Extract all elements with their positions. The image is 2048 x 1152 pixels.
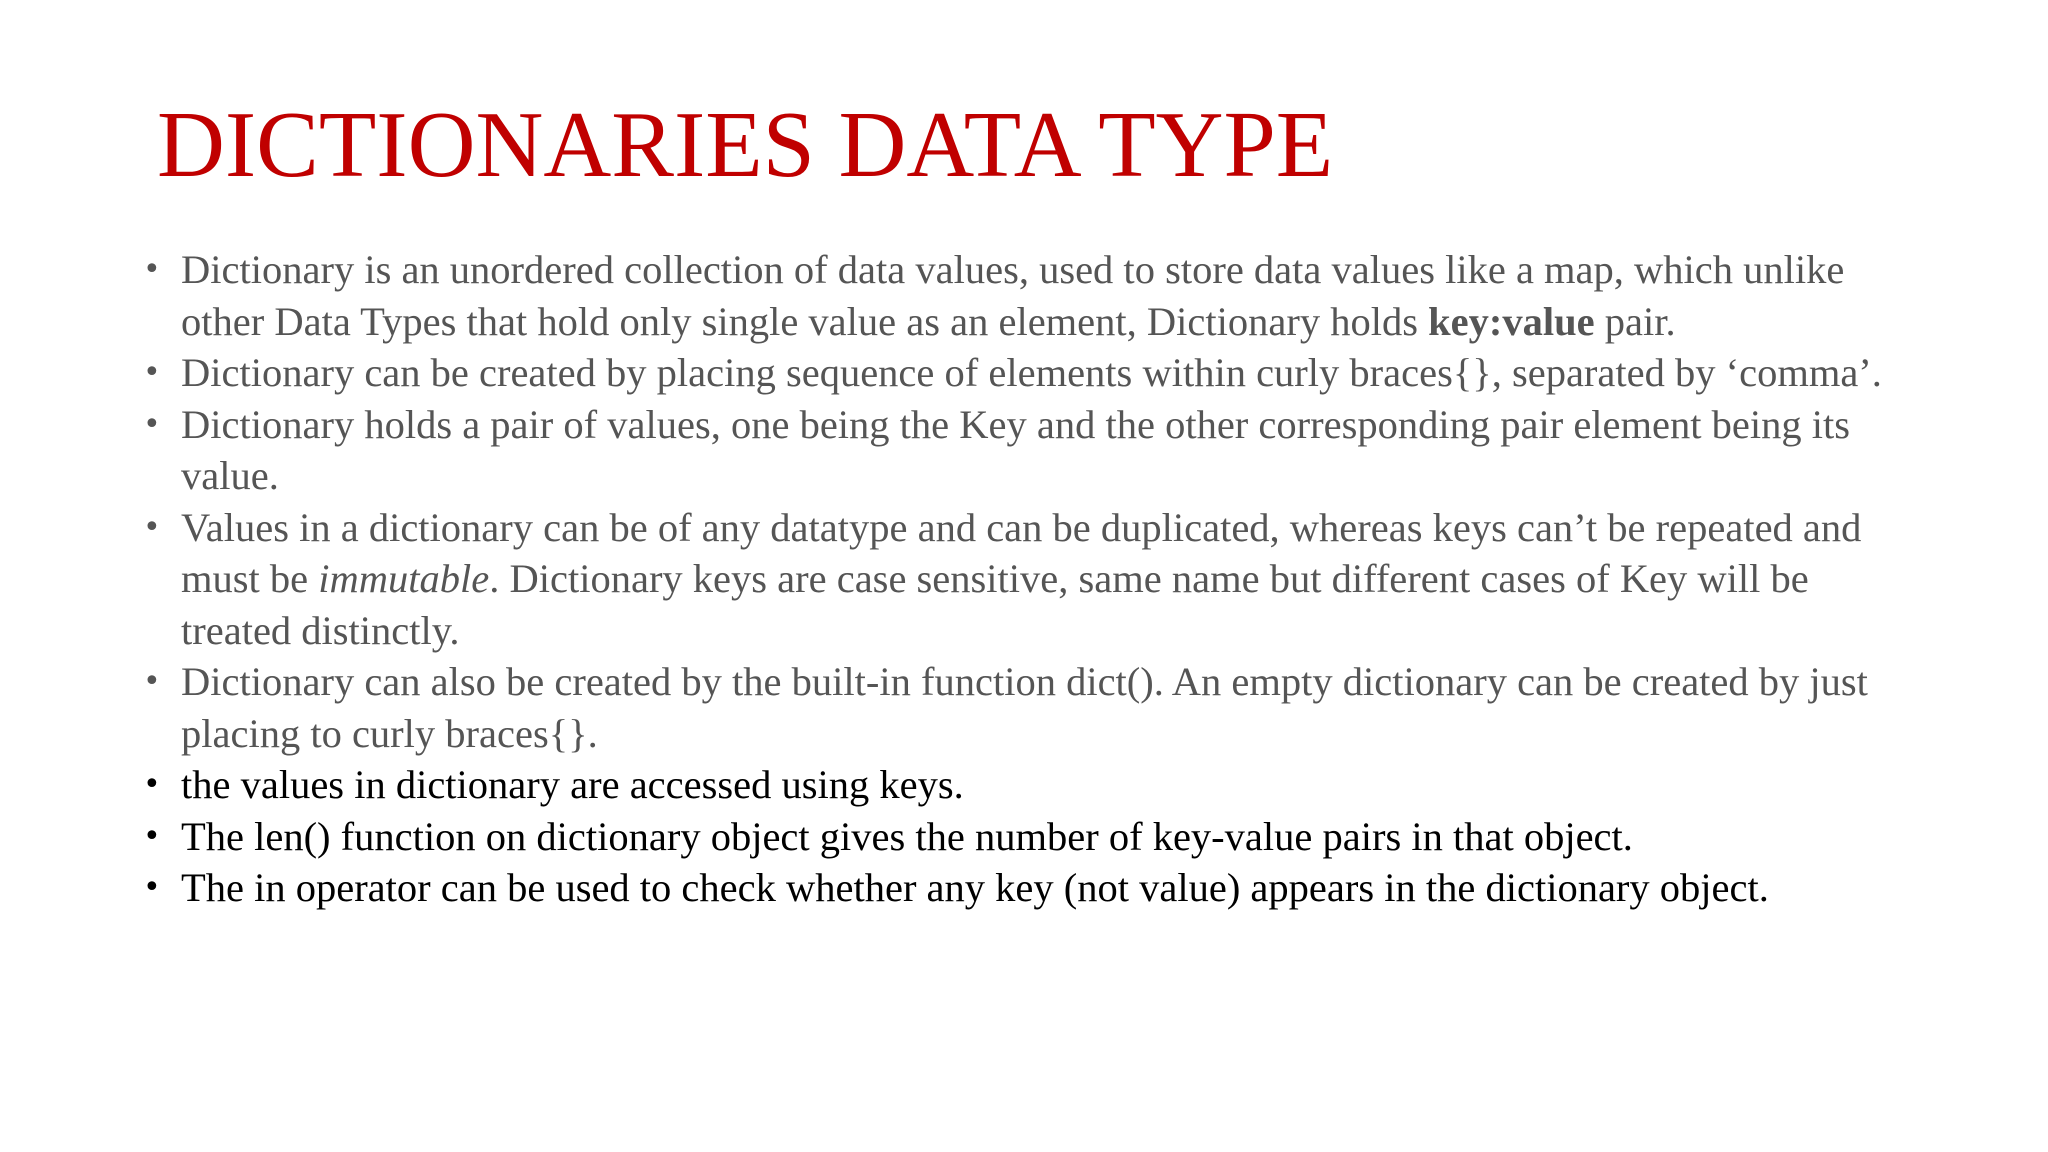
bullet-line <box>181 502 1882 554</box>
bullet-text: Dictionary can also be created by the built-in function dict(). An empty dictionary can be created by just <box>181 659 1868 704</box>
bullet-list <box>0 244 1882 914</box>
bullet-line <box>181 862 1882 914</box>
bullet-line <box>181 605 1882 657</box>
bullet-text: placing to curly braces{}. <box>181 710 598 756</box>
bullet-text: The len() function on dictionary object gives the number of key-value pairs in that object. <box>181 813 1633 859</box>
bullet-line <box>181 347 1882 399</box>
bullet-item <box>0 502 1882 657</box>
bullet-dot-icon: • <box>143 818 161 854</box>
bullet-item <box>0 862 1882 914</box>
bullet-text: Dictionary is an unordered collection of data values, used to store data values like a map, which unlike <box>181 247 1845 292</box>
bullet-text: pair. <box>1594 298 1676 344</box>
slide-title: DICTIONARIES DATA TYPE <box>157 93 1334 197</box>
bullet-italic-text: immutable <box>318 556 490 601</box>
bullet-text: value. <box>181 453 279 498</box>
bullet-dot-icon: • <box>143 767 161 802</box>
bullet-line <box>181 450 1882 502</box>
bullet-item <box>0 347 1882 399</box>
bullet-line <box>181 759 1882 811</box>
bullet-dot-icon: • <box>143 406 161 442</box>
bullet-line <box>181 399 1882 451</box>
bullet-item <box>0 244 1882 347</box>
bullet-item <box>0 399 1882 502</box>
bullet-text: the values in dictionary are accessed using keys. <box>181 762 964 807</box>
bullet-text: Values in a dictionary can be of any datatype and can be duplicated, whereas keys can’t be repeated and <box>181 504 1862 550</box>
bullet-text: Dictionary can be created by placing sequence of elements within curly braces{}, separated by ‘comma’. <box>181 350 1882 395</box>
bullet-item <box>0 811 1882 863</box>
bullet-dot-icon: • <box>143 355 161 390</box>
bullet-line <box>181 553 1882 605</box>
bullet-line <box>181 296 1882 348</box>
bullet-text: other Data Types that hold only single value as an element, Dictionary holds <box>181 298 1429 344</box>
bullet-text: . Dictionary keys are case sensitive, same name but different cases of Key will be <box>489 556 1809 601</box>
bullet-item <box>0 759 1882 811</box>
bullet-text: The in operator can be used to check whether any key (not value) appears in the dictionary object. <box>181 865 1769 910</box>
bullet-dot-icon: • <box>143 252 161 287</box>
bullet-text: treated distinctly. <box>181 607 460 653</box>
bullet-line <box>181 811 1882 863</box>
bullet-dot-icon: • <box>143 509 161 545</box>
bullet-dot-icon: • <box>143 870 161 905</box>
bullet-line <box>181 708 1882 760</box>
bullet-text: must be <box>181 556 319 601</box>
bullet-line <box>181 244 1882 296</box>
bullet-dot-icon: • <box>143 664 161 699</box>
bullet-item <box>0 656 1882 759</box>
bullet-line <box>181 656 1882 708</box>
bullet-bold-text: key:value <box>1428 298 1595 344</box>
bullet-text: Dictionary holds a pair of values, one being the Key and the other corresponding pair element being its <box>181 401 1851 447</box>
